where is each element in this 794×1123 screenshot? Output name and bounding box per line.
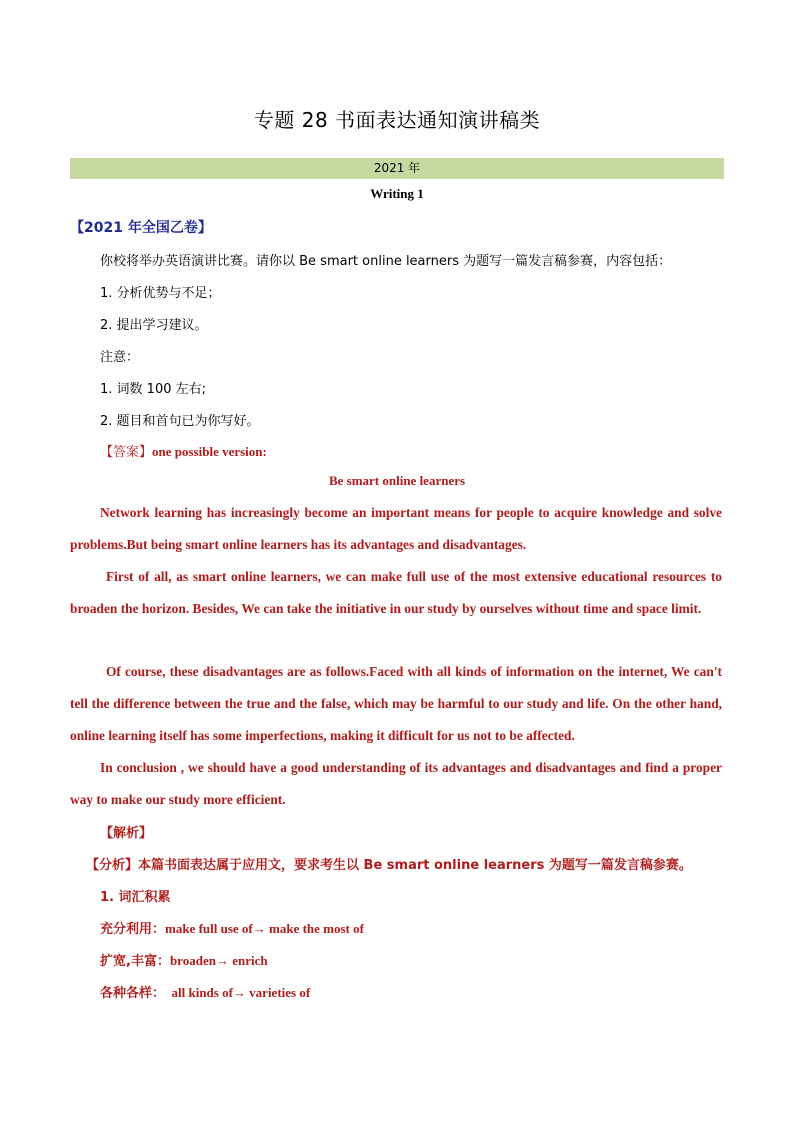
vocab-item — [100, 982, 310, 1001]
prompt-point-1: 1. 分析优势与不足； — [100, 286, 221, 301]
analysis-summary — [86, 854, 692, 873]
analysis-fenxi-text: 本篇书面表达属于应用文，要求考生以 Be smart online learners 为题写一篇发言稿参赛。 — [138, 858, 692, 873]
answer-line — [100, 441, 267, 460]
vocab-cn: 各种各样： — [100, 986, 166, 1001]
essay-paragraph-1: Network learning has increasingly become an important means for people to acquire knowledge and solve problems.But being smart online learners has its advantages and disadvantages. — [70, 505, 722, 552]
prompt-intro: 你校将举办英语演讲比赛。请你以 Be smart online learners 为题写一篇发言稿参赛，内容包括： — [100, 254, 672, 269]
prompt-notice: 注意： — [100, 350, 140, 365]
essay-paragraph-3: Of course, these disadvantages are as follows.Faced with all kinds of information on the internet, We can't tell the difference between the true and the false, which may be harmful to our study and life. On the other hand, online learning itself has some imperfections, making it difficult for us not to be affected. — [70, 664, 722, 743]
vocab-en: all kinds of→ varieties of — [165, 985, 311, 1000]
vocab-cn: 扩宽,丰富： — [100, 954, 170, 969]
vocab-en: broaden→ enrich — [169, 953, 268, 968]
page-title: 专题 28 书面表达通知演讲稿类 — [253, 108, 541, 132]
year-bar: 2021 年 — [70, 158, 724, 179]
vocab-en: make full use of→ make the most of — [165, 921, 364, 936]
vocab-cn: 充分利用： — [100, 922, 166, 937]
analysis-fenxi-tag: 【分析】 — [86, 858, 139, 873]
essay-title: Be smart online learners — [328, 473, 466, 488]
section-vocab-heading: 1. 词汇积累 — [100, 890, 171, 905]
prompt-point-2: 2. 提出学习建议。 — [100, 318, 208, 333]
prompt-note-1: 1. 词数 100 左右; — [100, 382, 206, 397]
essay-paragraph-4: In conclusion , we should have a good understanding of its advantages and disadvantages and find a proper way to make our study more efficient. — [70, 760, 722, 807]
exam-tag: 【2021 年全国乙卷】 — [70, 220, 212, 236]
vocab-item — [100, 950, 268, 969]
prompt-note-2: 2. 题目和首句已为你写好。 — [100, 414, 260, 429]
vocab-item — [100, 918, 364, 937]
analysis-tag: 【解析】 — [100, 826, 153, 841]
essay-paragraph-2: First of all, as smart online learners, we can make full use of the most extensive educational resources to broaden the horizon. Besides, We can take the initiative in our study by ourselves without time and space limit. — [70, 569, 722, 616]
writing-label: Writing 1 — [370, 186, 424, 201]
answer-text: one possible version: — [152, 444, 267, 459]
answer-tag: 【答案】 — [100, 445, 153, 460]
